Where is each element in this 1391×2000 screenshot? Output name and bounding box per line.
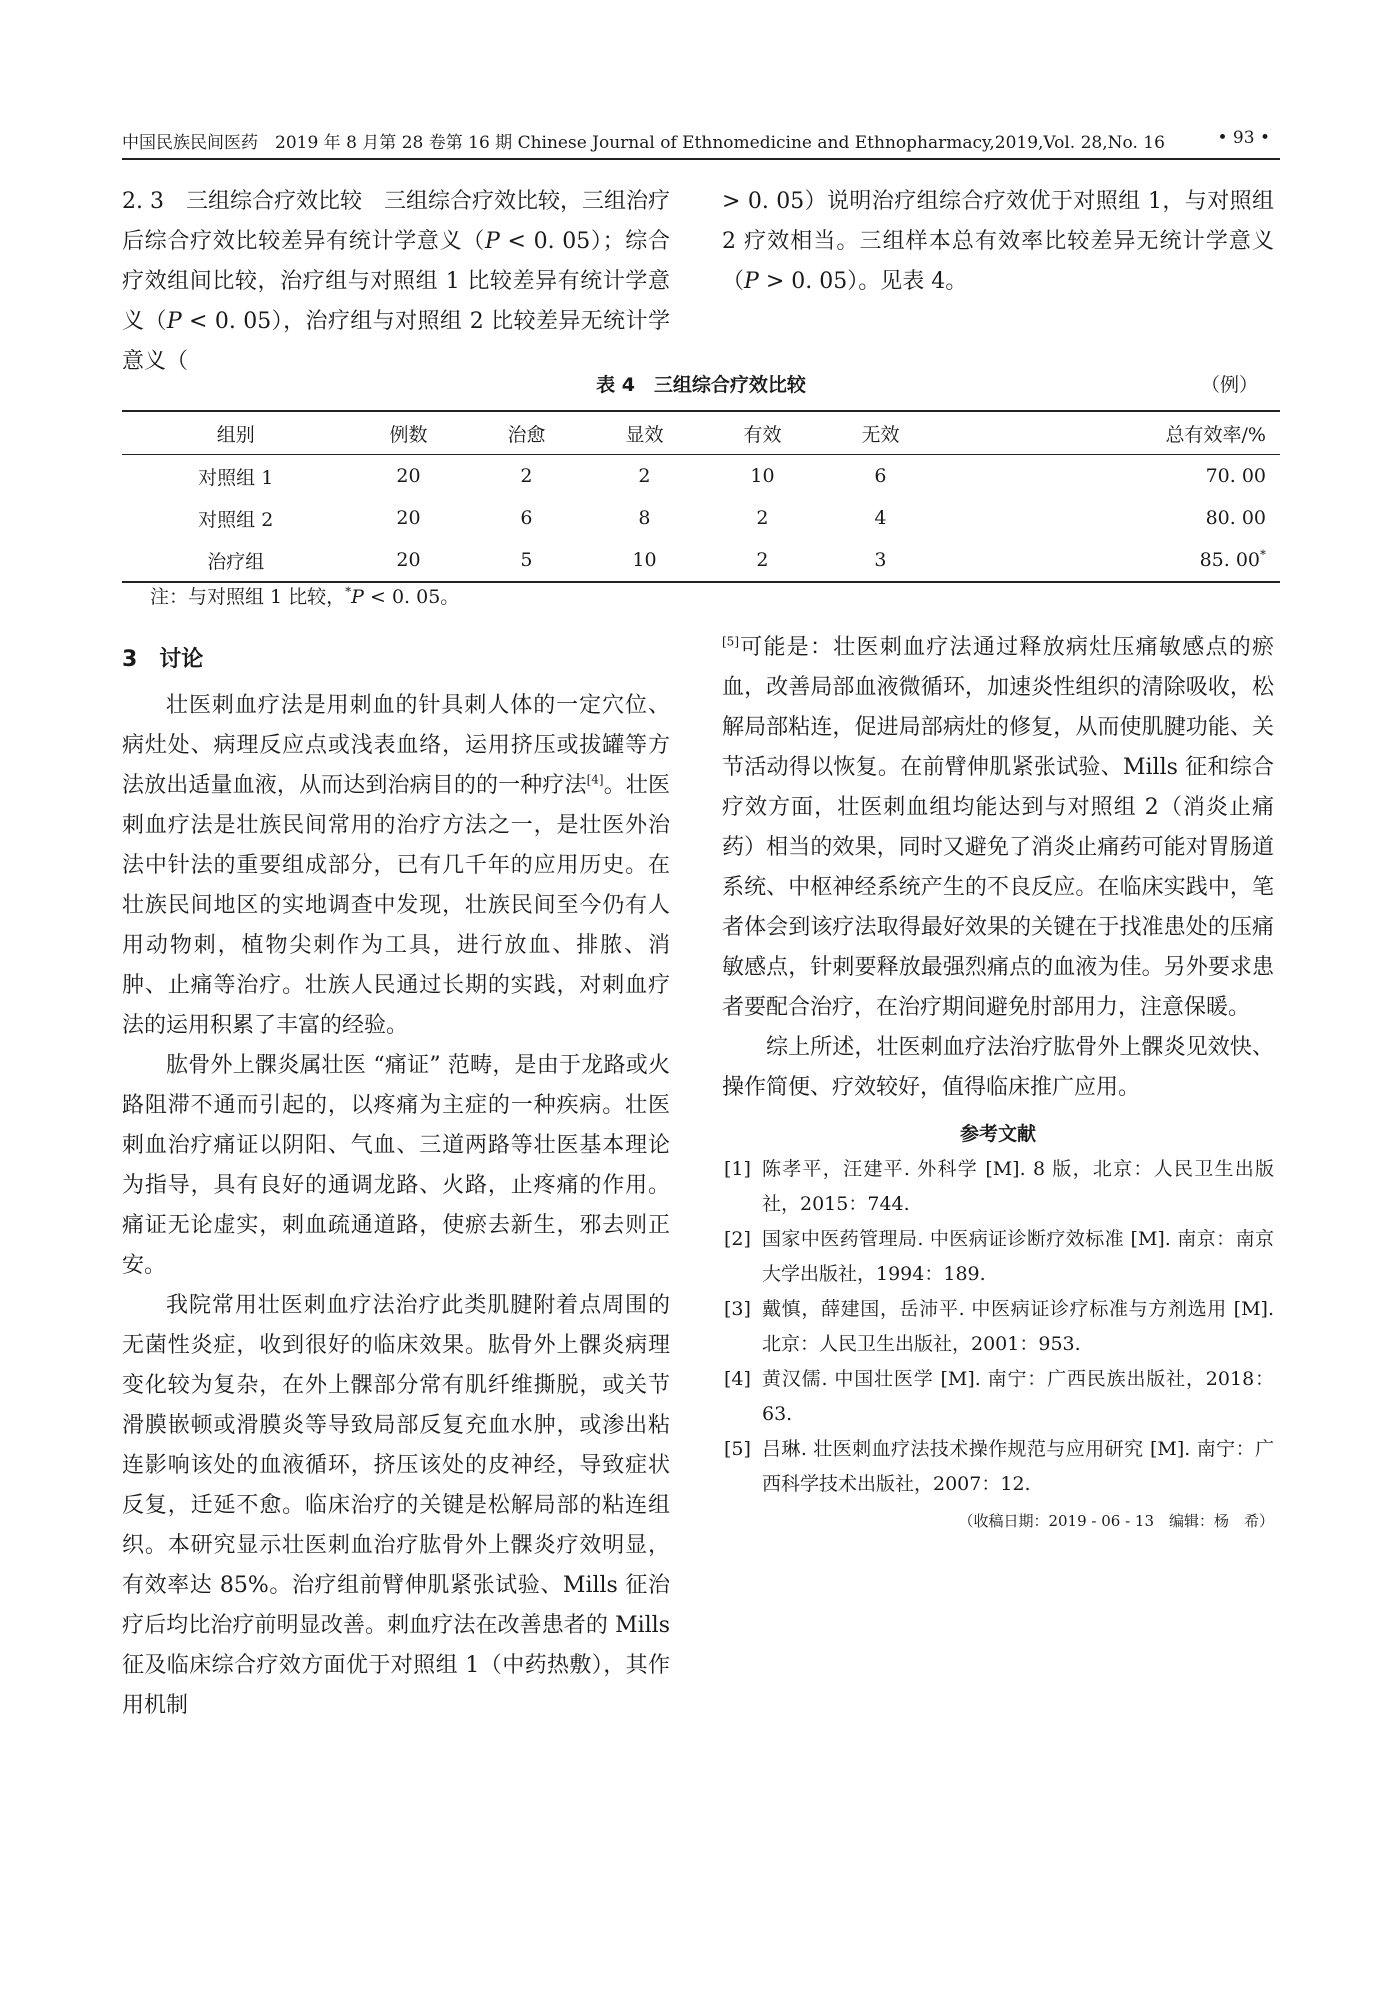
cell: 2 [756,507,769,529]
cell: 20 [349,539,467,582]
page-number: • 93 • [1217,128,1270,148]
references-title: 参考文献 [959,1123,1036,1145]
table-4 [122,410,1280,583]
reference-item: [5] 吕琳. 壮医刺血疗法技术操作规范与应用研究 [M]. 南宁：广西科学技术出版社，2007：12. [724,1438,1274,1495]
cell: 5 [467,539,585,582]
col-header-cured: 治愈 [467,411,585,455]
citation-4: [4] [586,772,604,787]
cell: 10 [750,465,775,487]
table-header-row [122,411,1280,455]
cell: 70. 00 [1205,465,1266,487]
cell: 对照组 2 [198,508,274,531]
cell: 80. 00 [1205,507,1266,529]
col-header-group: 组别 [122,411,349,455]
reference-item: [1] 陈孝平，汪建平. 外科学 [M]. 8 版，北京：人民卫生出版社，2015：744. [724,1158,1274,1215]
cell: 8 [638,507,651,529]
col-header-cases: 例数 [349,411,467,455]
section-3-title: 3 讨论 [122,647,204,672]
references-section [722,1116,1274,1536]
cell: 3 [821,539,939,582]
reference-item: [3] 戴慎，薛建国，岳沛平. 中医病证诊疗标准与方剂选用 [M]. 北京：人民卫生出版社，2001：953. [724,1298,1274,1355]
col-header-ineffective: 无效 [821,411,939,455]
cell: 2 [520,465,533,487]
discussion-paragraph-4: 综上所述，壮医刺血疗法治疗肱骨外上髁炎见效快、操作简便、疗效较好，值得临床推广应用。 [722,1035,1274,1100]
significance-mark: * [1260,547,1266,562]
discussion-right-column [722,628,1274,1678]
table-4-unit: （例） [1200,374,1258,396]
section-2-3-left [122,182,670,374]
discussion-paragraph-2: 肱骨外上髁炎属壮医 “痛证” 范畴，是由于龙路或火路阻滞不通而引起的，以疼痛为主症的一种疾病。壮医刺血治疗痛证以阴阳、气血、三道两路等壮医基本理论为指导，具有良好的通调龙路、火路，止疼痛的作用。痛证无论虚实，刺血疏通道路，使瘀去新生，邪去则正安。 [122,1053,670,1278]
journal-citation: 中国民族民间医药 2019 年 8 月第 28 卷第 16 期 Chinese Journal of Ethnomedicine and Ethnopharmacy,2019,Vol. 28,No. 16 [122,133,1165,153]
table-row [122,539,1280,582]
cell: 6 [520,507,533,529]
table-row [122,497,1280,539]
cell: 2 [703,539,821,582]
section-2-3-continued: > 0. 05）说明治疗组综合疗效优于对照组 1，与对照组 2 疗效相当。三组样本总有效率比较差异无统计学意义（P > 0. 05）。见表 4。 [722,189,1274,294]
cell: 20 [396,465,421,487]
cell: 6 [874,465,887,487]
table-row [122,455,1280,498]
discussion-paragraph-3: 我院常用壮医刺血疗法治疗此类肌腱附着点周围的无菌性炎症，收到很好的临床效果。肱骨外上髁炎病理变化较为复杂，在外上髁部分常有肌纤维撕脱，或关节滑膜嵌顿或滑膜炎等导致局部反复充血水肿，或渗出粘连影响该处的血液循环，挤压该处的皮神经，导致症状反复，迁延不愈。临床治疗的关键是松解局部的粘连组织。本研究显示壮医刺血治疗肱骨外上髁炎疗效明显，有效率达 85%。治疗组前臂伸肌紧张试验、Mills 征治疗后均比治疗前明显改善。刺血疗法在改善患者的 Mills 征及临床综合疗效方面优于对照组 1（中药热敷），其作用机制 [122,1293,670,1718]
section-2-3-right [722,182,1274,332]
cell: 治疗组 [122,539,349,582]
running-header [122,124,1280,160]
table-4-title: 表 4 三组综合疗效比较 [596,374,806,396]
table-4-note: 注：与对照组 1 比较，*P < 0. 05。 [150,584,460,608]
discussion-paragraph-1: 壮医刺血疗法是用刺血的针具刺人体的一定穴位、病灶处、病理反应点或浅表血络，运用挤压或拔罐等方法放出适量血液，从而达到治病目的的一种疗法[4]。壮医刺血疗法是壮族民间常用的治疗方法之一，是壮医外治法中针法的重要组成部分，已有几千年的应用历史。在壮族民间地区的实地调查中发现，壮族民间至今仍有人用动物刺，植物尖刺作为工具，进行放血、排脓、消肿、止痛等治疗。壮族人民通过长期的实践，对刺血疗法的运用积累了丰富的经验。 [122,693,670,1038]
cell: 20 [396,507,421,529]
discussion-paragraph-3-continued: [5]可能是：壮医刺血疗法通过释放病灶压痛敏感点的瘀血，改善局部血液微循环，加速炎性组织的清除吸收，松解局部粘连，促进局部病灶的修复，从而使肌腱功能、关节活动得以恢复。在前臂伸肌紧张试验、Mills 征和综合疗效方面，壮医刺血组均能达到与对照组 2（消炎止痛药）相当的效果，同时又避免了消炎止痛药可能对胃肠道系统、中枢神经系统产生的不良反应。在临床实践中，笔者体会到该疗法取得最好效果的关键在于找准患处的压痛敏感点，针刺要释放最强烈痛点的血液为佳。另外要求患者要配合治疗，在治疗期间避免肘部用力，注意保暖。 [722,634,1274,1020]
col-header-total-rate: 总有效率/% [939,411,1280,455]
cell: 10 [585,539,703,582]
section-2-3-paragraph: 2. 3 三组综合疗效比较 三组综合疗效比较，三组治疗后综合疗效比较差异有统计学意义（P < 0. 05）；综合疗效组间比较，治疗组与对照组 1 比较差异有统计学意义（P < 0. 05），治疗组与对照组 2 比较差异无统计学意义（ [122,189,670,374]
citation-5: [5] [722,634,739,649]
cell: 4 [874,507,887,529]
col-header-marked: 显效 [585,411,703,455]
reference-item: [2] 国家中医药管理局. 中医病证诊断疗效标准 [M]. 南京：南京大学出版社，1994：189. [724,1228,1274,1285]
cell: 2 [638,465,651,487]
col-header-effective: 有效 [703,411,821,455]
cell: 对照组 1 [198,466,274,489]
cell: 85. 00* [939,539,1280,582]
discussion-left-column [122,640,670,1718]
reference-list [722,1152,1274,1502]
received-date: （收稿日期：2019 - 06 - 13 编辑：杨 希） [958,1512,1274,1530]
table-4-caption [122,370,1280,406]
reference-item: [4] 黄汉儒. 中国壮医学 [M]. 南宁：广西民族出版社，2018：63. [724,1368,1274,1425]
